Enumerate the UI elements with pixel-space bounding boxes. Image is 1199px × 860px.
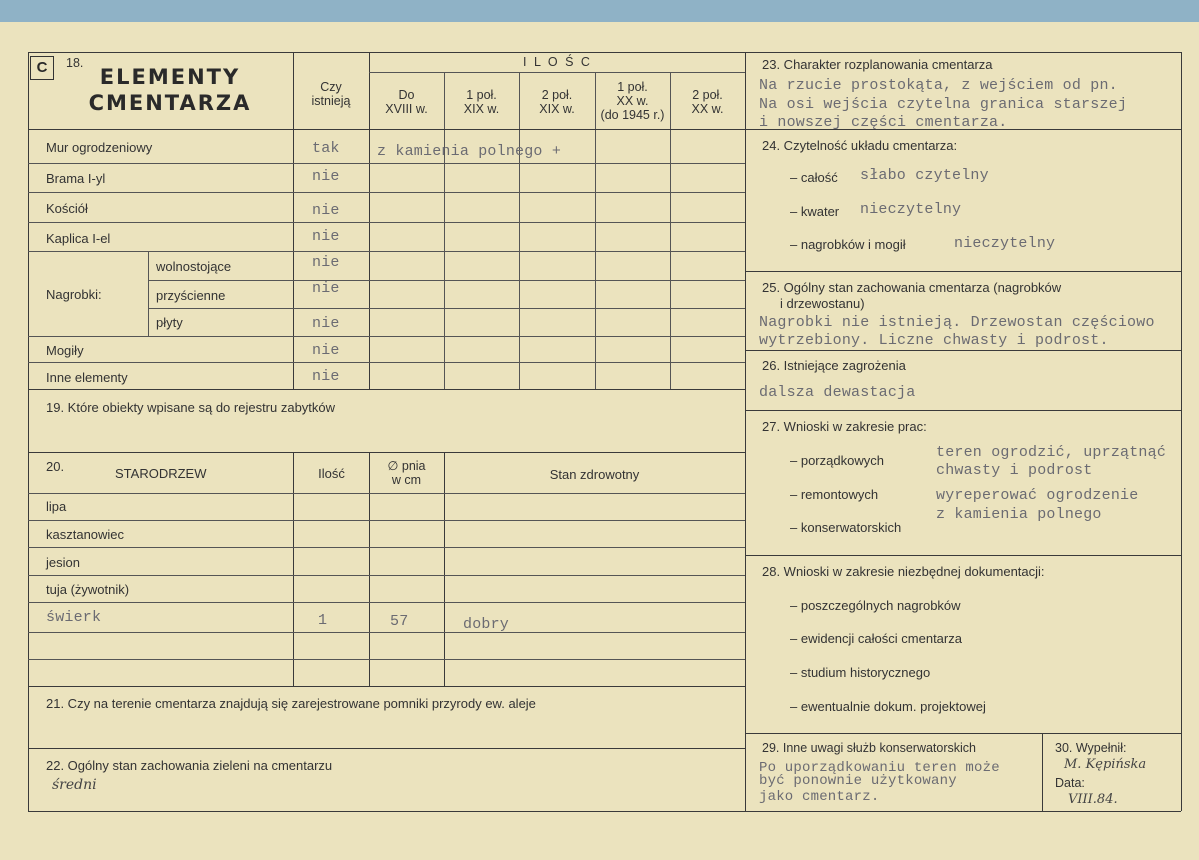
tree-health-value: dobry (463, 616, 510, 633)
element-row-label: płyty (156, 315, 183, 330)
layout-character-line: Na osi wejścia czytelna granica starszej (759, 96, 1128, 113)
element-row-label: Mur ogrodzeniowy (46, 140, 153, 155)
exists-value: nie (312, 254, 340, 271)
trunk-diameter-value: 57 (390, 613, 409, 630)
trunk-diameter-header: ∅ pnia w cm (387, 459, 426, 487)
works-answer-line: teren ogrodzić, uprzątnąć (936, 444, 1167, 461)
tree-row-label: lipa (46, 499, 67, 514)
exists-value: nie (312, 168, 340, 185)
overall-condition-line: wytrzebiony. Liczne chwasty i podrost. (759, 332, 1109, 349)
date-label: Data: (1055, 776, 1085, 790)
tree-qty-header: Ilość (318, 466, 345, 481)
legibility-item-value: nieczytelny (860, 201, 962, 218)
wall-material-note: z kamienia polnego + (377, 143, 562, 160)
layout-character-title: 23. Charakter rozplanowania cmentarza (762, 57, 993, 72)
filled-by-title: 30. Wypełnił: (1055, 741, 1127, 755)
greenery-condition-answer: średni (52, 777, 97, 793)
exists-value: nie (312, 228, 340, 245)
exists-value: tak (312, 140, 340, 157)
documentation-item: – ewentualnie dokum. projektowej (790, 699, 986, 714)
documentation-item: – studium historycznego (790, 665, 931, 680)
legibility-item-label: – nagrobków i mogił (790, 237, 906, 252)
documentation-item: – poszczególnych nagrobków (790, 598, 961, 613)
nature-monuments-question: 21. Czy na terenie cmentarza znajdują się zarejestrowane pomniki przyrody ew. aleje (46, 696, 536, 711)
overall-condition-title: 25. Ogólny stan zachowania cmentarza (nagrobków (762, 280, 1062, 295)
exists-value: nie (312, 368, 340, 385)
tree-qty-value: 1 (318, 612, 328, 629)
quantity-header: I L O Ś C (523, 55, 592, 69)
period-header: 1 poł. XX w. (do 1945 r.) (600, 80, 665, 122)
exists-value: nie (312, 280, 340, 297)
tree-row-label: kasztanowiec (46, 527, 125, 542)
filled-by-signature: M. Kępińska (1064, 757, 1147, 772)
legibility-item-value: nieczytelny (954, 235, 1056, 252)
period-header: 2 poł. XIX w. (539, 88, 575, 116)
scan-top-band (0, 0, 1199, 22)
period-header: 1 poł. XIX w. (463, 88, 500, 116)
conservation-remarks-line: być ponownie użytkowany (759, 773, 957, 789)
element-row-label: Inne elementy (46, 370, 128, 385)
threats-value: dalsza dewastacja (759, 384, 916, 401)
overall-condition-title: i drzewostanu) (780, 296, 865, 311)
conservation-remarks-line: jako cmentarz. (759, 789, 880, 805)
exists-value: nie (312, 202, 340, 219)
documentation-conclusions-title: 28. Wnioski w zakresie niezbędnej dokumentacji: (762, 564, 1045, 579)
element-row-label: Mogiły (46, 343, 84, 358)
legibility-item-value: słabo czytelny (860, 167, 989, 184)
works-item-label: – remontowych (790, 487, 879, 502)
section-title: ELEMENTY CMENTARZA (88, 65, 252, 115)
legibility-item-label: – całość (790, 170, 838, 185)
documentation-item: – ewidencji całości cmentarza (790, 631, 962, 646)
tree-row-label: tuja (żywotnik) (46, 582, 130, 597)
works-answer-line: chwasty i podrost (936, 462, 1093, 479)
greenery-condition-question: 22. Ogólny stan zachowania zieleni na cmentarzu (46, 758, 333, 773)
element-row-label: Kościół (46, 201, 88, 216)
registry-question: 19. Które obiekty wpisane są do rejestru zabytków (46, 400, 336, 415)
exists-column-header: Czy istnieją (311, 80, 351, 108)
tree-row-label: jesion (46, 555, 80, 570)
layout-legibility-title: 24. Czytelność układu cmentarza: (762, 138, 958, 153)
section-number: 20. (46, 459, 65, 474)
element-row-label: przyścienne (156, 288, 226, 303)
old-trees-title: STARODRZEW (115, 466, 207, 481)
works-answer-line: wyreperować ogrodzenie (936, 487, 1139, 504)
overall-condition-line: Nagrobki nie istnieją. Drzewostan częściowo (759, 314, 1155, 331)
works-answer-line: z kamienia polnego (936, 506, 1102, 523)
health-header: Stan zdrowotny (549, 467, 640, 482)
section-number: 18. (66, 56, 84, 70)
element-row-label: Kaplica I-el (46, 231, 111, 246)
layout-character-line: i nowszej części cmentarza. (759, 114, 1008, 131)
tree-species-typed: świerk (46, 609, 102, 626)
exists-value: nie (312, 315, 340, 332)
layout-character-line: Na rzucie prostokąta, z wejściem od pn. (759, 77, 1118, 94)
threats-title: 26. Istniejące zagrożenia (762, 358, 906, 373)
conservation-remarks-title: 29. Inne uwagi służb konserwatorskich (762, 741, 977, 755)
works-item-label: – porządkowych (790, 453, 884, 468)
exists-value: nie (312, 342, 340, 359)
date-value: VIII.84. (1068, 792, 1118, 807)
works-conclusions-title: 27. Wnioski w zakresie prac: (762, 419, 927, 434)
period-header: Do XVIII w. (385, 88, 428, 116)
card-category-badge: C (30, 56, 54, 80)
period-header: 2 poł. XX w. (691, 88, 724, 116)
element-row-label: Brama I-yl (46, 171, 106, 186)
works-item-label: – konserwatorskich (790, 520, 902, 535)
conservation-remarks-line: Po uporządkowaniu teren może (759, 760, 1000, 776)
nagrobki-group-label: Nagrobki: (46, 287, 102, 302)
legibility-item-label: – kwater (790, 204, 840, 219)
element-row-label: wolnostojące (156, 259, 232, 274)
